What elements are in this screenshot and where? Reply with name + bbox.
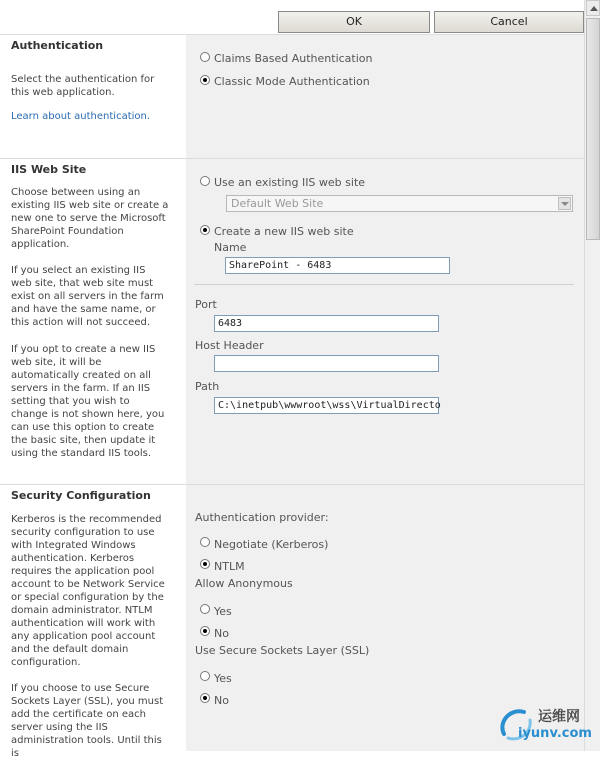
chevron-down-icon[interactable]	[558, 197, 571, 210]
watermark-text-cn: 运维网	[538, 709, 580, 725]
learn-authentication-link[interactable]: Learn about authentication.	[11, 111, 151, 122]
anon-yes-label: Yes	[214, 605, 232, 618]
host-header-input[interactable]	[214, 355, 439, 372]
ssl-yes-radio[interactable]	[200, 671, 210, 681]
authentication-title: Authentication	[11, 39, 104, 52]
anon-no-radio[interactable]	[200, 626, 210, 636]
scroll-up-arrow-icon[interactable]	[586, 0, 600, 16]
auth-provider-label: Authentication provider:	[195, 511, 329, 524]
host-header-label: Host Header	[195, 339, 264, 352]
ssl-yes-label: Yes	[214, 672, 232, 685]
negotiate-label: Negotiate (Kerberos)	[214, 538, 329, 551]
negotiate-radio[interactable]	[200, 537, 210, 547]
security-description-2: If you choose to use Secure Sockets Layer (SSL), you must add the certificate on each server using the IIS administration tools. Until this is	[11, 683, 164, 759]
ssl-no-label: No	[214, 694, 229, 707]
anon-no-label: No	[214, 627, 229, 640]
vertical-scrollbar[interactable]	[584, 0, 600, 751]
name-label: Name	[214, 241, 247, 254]
classic-auth-radio[interactable]	[200, 75, 210, 85]
iis-description-1: Choose between using an existing IIS web site or create a new one to serve the Microsoft SharePoint Foundation application.	[11, 187, 169, 250]
cancel-button[interactable]: Cancel	[434, 11, 584, 33]
allow-anonymous-label: Allow Anonymous	[195, 577, 293, 590]
claims-auth-radio[interactable]	[200, 52, 210, 62]
iis-title: IIS Web Site	[11, 163, 87, 176]
scroll-thumb[interactable]	[586, 18, 600, 240]
security-title: Security Configuration	[11, 489, 151, 502]
existing-site-value: Default Web Site	[231, 197, 324, 210]
ssl-no-radio[interactable]	[200, 693, 210, 703]
toolbar	[0, 0, 584, 34]
anon-yes-radio[interactable]	[200, 604, 210, 614]
existing-site-label: Use an existing IIS web site	[214, 176, 366, 189]
divider	[194, 284, 574, 285]
watermark-logo	[494, 702, 594, 746]
port-label: Port	[195, 298, 217, 311]
existing-site-select[interactable]	[226, 195, 573, 212]
path-label: Path	[195, 380, 220, 393]
new-site-label: Create a new IIS web site	[214, 225, 354, 238]
watermark-text-en: iyunv.com	[518, 726, 592, 741]
claims-auth-label: Claims Based Authentication	[214, 52, 373, 65]
path-input[interactable]: C:\inetpub\wwwroot\wss\VirtualDirecto	[214, 397, 439, 414]
new-site-radio[interactable]	[200, 225, 210, 235]
port-input[interactable]: 6483	[214, 315, 439, 332]
authentication-section	[0, 35, 584, 158]
iis-description-2: If you select an existing IIS web site, that web site must exist on all servers in the farm and have the same name, or this action will not succeed.	[11, 265, 164, 328]
site-name-input[interactable]: SharePoint - 6483	[225, 257, 450, 274]
iis-description-3: If you opt to create a new IIS web site, it will be automatically created on all servers in the farm. If an IIS setting that you wish to change is not shown here, you can use this option to create the basic site, then update it using the standard IIS tools.	[11, 344, 165, 459]
authentication-description: Select the authentication for this web application.	[11, 74, 155, 98]
ntlm-label: NTLM	[214, 560, 245, 573]
classic-auth-label: Classic Mode Authentication	[214, 75, 370, 88]
security-description-1: Kerberos is the recommended security configuration to use with Integrated Windows authentication. Kerberos requires the application pool account to be Network Service or special configuration by the domain administrator. NTLM authentication will work with any application pool account and the default domain configuration.	[11, 514, 165, 668]
ssl-label: Use Secure Sockets Layer (SSL)	[195, 644, 370, 657]
ntlm-radio[interactable]	[200, 559, 210, 569]
ok-button[interactable]: OK	[278, 11, 430, 33]
existing-site-radio[interactable]	[200, 176, 210, 186]
iis-section	[0, 159, 584, 484]
